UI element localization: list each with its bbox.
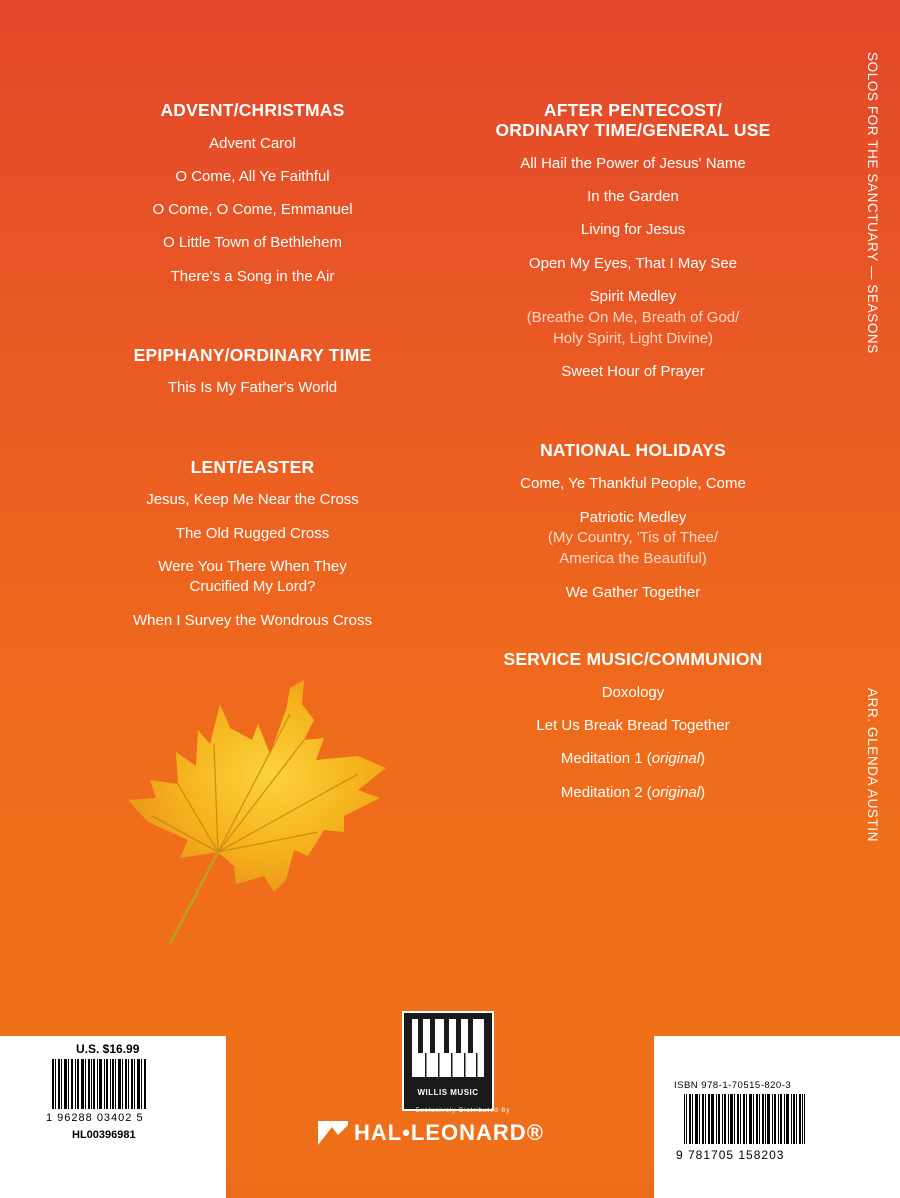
list-item: Let Us Break Bread Together [536, 717, 730, 734]
list-item: Living for Jesus [580, 221, 686, 238]
spine-title: SOLOS FOR THE SANCTUARY — SEASONS [865, 52, 880, 354]
list-item: All Hail the Power of Jesus' Name [520, 155, 746, 172]
list-item: Come, Ye Thankful People, Come [520, 475, 746, 492]
upc-barcode [52, 1059, 178, 1109]
list-item: Patriotic Medley [579, 509, 687, 526]
pentecost-heading-line2: ORDINARY TIME/GENERAL USE [495, 120, 771, 140]
ean-digits: 9 781705 158203 [676, 1148, 785, 1162]
spine-arranger: ARR. GLENDA AUSTIN [865, 688, 880, 843]
product-code: HL00396981 [72, 1129, 136, 1141]
epiphany-heading: EPIPHANY/ORDINARY TIME [133, 345, 372, 365]
willis-music-label: WILLIS MUSIC [417, 1088, 479, 1097]
list-item: Spirit Medley [589, 288, 677, 305]
list-item: Meditation 1 (original) [560, 750, 706, 767]
list-item: We Gather Together [565, 584, 701, 601]
list-item-subtitle: America the Beautiful) [559, 550, 707, 567]
price: U.S. $16.99 [76, 1042, 140, 1056]
isbn-text: ISBN 978-1-70515-820-3 [674, 1080, 792, 1091]
list-item: When I Survey the Wondrous Cross [133, 612, 372, 629]
list-item: Meditation 2 (original) [560, 784, 706, 801]
list-item: This Is My Father's World [167, 379, 338, 396]
list-item: There's a Song in the Air [170, 268, 335, 285]
list-item: O Come, O Come, Emmanuel [152, 201, 353, 218]
list-item: O Little Town of Bethlehem [163, 234, 342, 251]
list-item: Were You There When They [158, 558, 347, 575]
hal-leonard-logo [318, 1108, 588, 1168]
left-column [95, 0, 410, 640]
list-item: Crucified My Lord? [189, 578, 316, 595]
list-item: The Old Rugged Cross [175, 525, 330, 542]
ean-barcode [684, 1094, 864, 1144]
hal-leonard-wordmark: HAL•LEONARD® [354, 1120, 544, 1145]
list-item: Open My Eyes, That I May See [528, 255, 738, 272]
list-item-subtitle: (My Country, 'Tis of Thee/ [547, 529, 719, 546]
list-item: Sweet Hour of Prayer [561, 363, 705, 380]
pentecost-heading-line1: AFTER PENTECOST/ [543, 100, 723, 120]
upc-digits: 1 96288 03402 5 [46, 1112, 144, 1124]
willis-music-logo [402, 1011, 494, 1111]
maple-leaf-icon [118, 680, 398, 950]
price-barcode-box [0, 1036, 226, 1198]
list-item: Jesus, Keep Me Near the Cross [146, 491, 359, 508]
service-heading: SERVICE MUSIC/COMMUNION [503, 649, 763, 669]
right-column [468, 0, 798, 820]
list-item-subtitle: (Breathe On Me, Breath of God/ [526, 309, 740, 326]
national-heading: NATIONAL HOLIDAYS [540, 440, 726, 460]
advent-heading: ADVENT/CHRISTMAS [160, 100, 345, 120]
piano-keys-icon [404, 1013, 492, 1083]
isbn-barcode-box [654, 1036, 900, 1198]
lent-heading: LENT/EASTER [190, 457, 315, 477]
list-item-subtitle: Holy Spirit, Light Divine) [552, 330, 714, 347]
distributed-by-text: Exclusively Distributed By [415, 1108, 511, 1114]
hal-leonard-emblem-icon [318, 1121, 348, 1145]
list-item: In the Garden [587, 188, 679, 205]
list-item: Doxology [601, 684, 665, 701]
list-item: Advent Carol [209, 135, 296, 152]
list-item: O Come, All Ye Faithful [175, 168, 330, 185]
